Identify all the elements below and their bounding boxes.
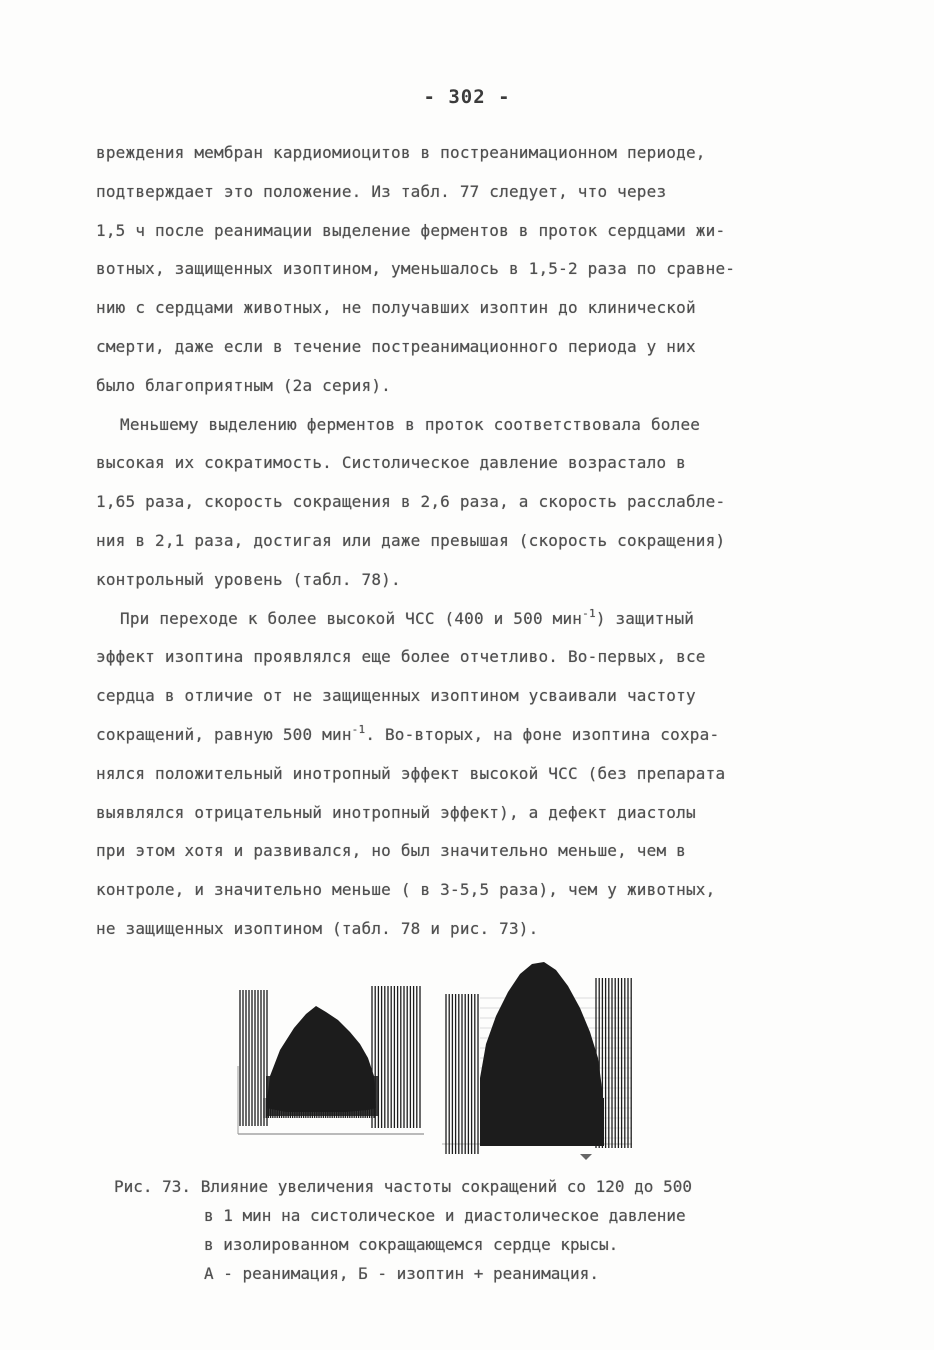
text-line bbox=[96, 600, 836, 639]
superscript: -1 bbox=[351, 722, 366, 736]
text-line: 1,65 раза, скорость сокращения в 2,6 раза, а скорость расслабле- bbox=[96, 492, 726, 512]
text-line: подтверждает это положение. Из табл. 77 следует, что через bbox=[96, 181, 667, 201]
text-line: не защищенных изоптином (табл. 78 и рис. 73). bbox=[96, 918, 539, 938]
text-line: выявлялся отрицательный инотропный эффект), а дефект диастолы bbox=[96, 802, 696, 822]
text-line: ния в 2,1 раза, достигая или даже превышая (скорость сокращения) bbox=[96, 530, 726, 550]
text-line: смерти, даже если в течение постреанимационного периода у них bbox=[96, 336, 696, 356]
text-line: было благоприятным (2а серия). bbox=[96, 375, 391, 395]
pressure-recording-image bbox=[236, 958, 636, 1168]
text-line: нию с сердцами животных, не получавших изоптин до клинической bbox=[96, 298, 696, 318]
panel-a-recording bbox=[238, 986, 424, 1134]
page-number: - 302 - bbox=[423, 86, 511, 108]
text-fragment: При переходе к более высокой ЧСС (400 и 500 мин bbox=[120, 608, 583, 628]
text-fragment: сокращений, равную 500 мин bbox=[96, 724, 352, 744]
superscript: -1 bbox=[582, 606, 596, 620]
caption-line: в изолированном сокращающемся сердце крысы. bbox=[204, 1235, 619, 1254]
body-text bbox=[96, 134, 836, 949]
caption-line: А - реанимация, Б - изоптин + реанимация. bbox=[204, 1264, 599, 1283]
text-fragment: ) защитный bbox=[595, 608, 695, 628]
text-fragment: . Во-вторых, на фоне изоптина сохра- bbox=[365, 724, 720, 744]
text-line: сердца в отличие от не защищенных изоптином усваивали частоту bbox=[96, 686, 696, 706]
text-line bbox=[96, 716, 836, 755]
text-line: вреждения мембран кардиомиоцитов в постреанимационном периоде, bbox=[96, 143, 706, 162]
text-line: при этом хотя и развивался, но был значительно меньше, чем в bbox=[96, 841, 686, 861]
text-line: высокая их сократимость. Систолическое давление возрастало в bbox=[96, 453, 686, 473]
text-line: эффект изоптина проявлялся еще более отчетливо. Во-первых, все bbox=[96, 647, 706, 667]
caption-line: Рис. 73. Влияние увеличения частоты сокращений со 120 до 500 bbox=[114, 1177, 692, 1196]
text-line: нялся положительный инотропный эффект высокой ЧСС (без препарата bbox=[96, 763, 726, 783]
figure-caption bbox=[114, 1172, 854, 1288]
figure-73-pressure-recordings bbox=[236, 958, 636, 1168]
text-line: вотных, защищенных изоптином, уменьшалось в 1,5-2 раза по сравне- bbox=[96, 259, 736, 279]
text-line: контрольный уровень (табл. 78). bbox=[96, 569, 401, 589]
text-line: 1,5 ч после реанимации выделение ферментов в проток сердцами жи- bbox=[96, 220, 726, 240]
text-line: Меньшему выделению ферментов в проток соответствовала более bbox=[120, 414, 701, 434]
text-line: контроле, и значительно меньше ( в 3-5,5 раза), чем у животных, bbox=[96, 880, 716, 900]
panel-b-recording bbox=[442, 962, 632, 1160]
caption-line: в 1 мин на систолическое и диастолическое давление bbox=[204, 1206, 686, 1225]
